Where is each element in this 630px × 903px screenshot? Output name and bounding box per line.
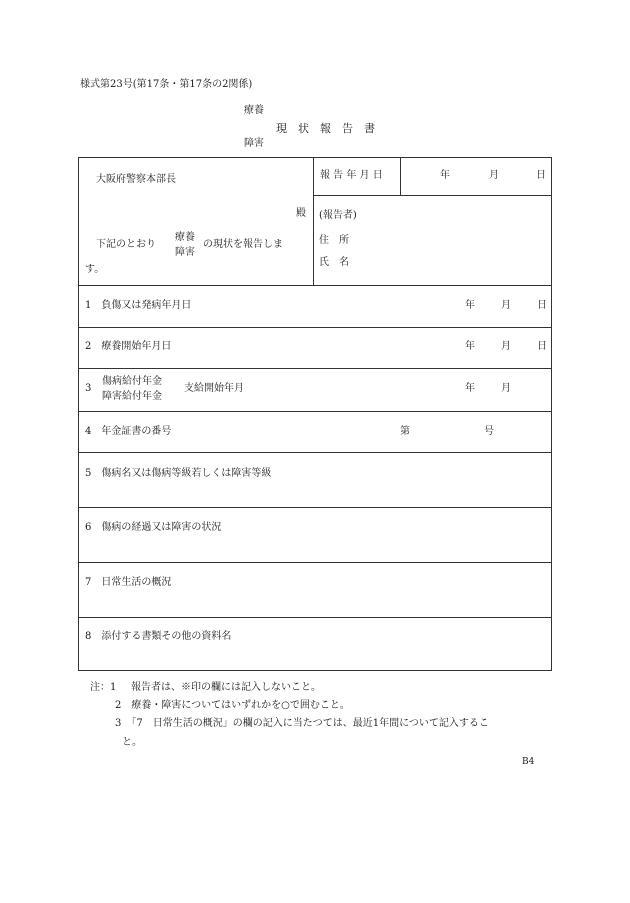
reporter-name-label: 氏 名: [319, 257, 349, 268]
note-3: 3 「7 日常生活の概況」の欄の記入に当たつては、最近1年間について記入するこ: [115, 718, 489, 729]
row-2-label: 2 療養開始年月日: [85, 341, 172, 352]
row-5-label: 5 傷病名又は傷病等級若しくは障害等級: [85, 468, 272, 479]
intro-text: 下記のとおり: [96, 239, 156, 250]
reporter-label: (報告者): [319, 210, 357, 221]
title-option-disability: 障害: [244, 138, 264, 149]
note-1: 報告者は、※印の欄には記入しないこと。: [131, 682, 321, 693]
report-date-month: 月: [489, 170, 499, 181]
form-number: 様式第23号(第17条・第17条の2関係): [80, 79, 253, 90]
row-6-label: 6 傷病の経過又は障害の状況: [85, 522, 222, 533]
document-title: 現 状 報 告 書: [276, 122, 375, 135]
row-2-month: 月: [501, 341, 511, 352]
row-7-label: 7 日常生活の概況: [85, 577, 172, 588]
intro-text-after: の現状を報告しま: [203, 239, 283, 250]
intro-option-treatment: 療養: [175, 232, 195, 243]
note-2: 2 療養・障害についてはいずれかを○で囲むこと。: [115, 700, 350, 711]
row-1-month: 月: [501, 300, 511, 311]
row-2-day: 日: [537, 341, 547, 352]
title-option-treatment: 療養: [244, 105, 264, 116]
row-3-option-disability-pension: 障害給付年金: [102, 391, 162, 402]
row-3-month: 月: [501, 383, 511, 394]
row-3-year: 年: [465, 383, 475, 394]
row-3-option-sickness-pension: 傷病給付年金: [102, 376, 162, 387]
intro-text-end: す。: [85, 264, 105, 275]
notes-prefix: 注：1: [90, 682, 117, 693]
row-3-number: 3: [85, 383, 92, 394]
report-date-year: 年: [440, 170, 450, 181]
row-1-year: 年: [465, 300, 475, 311]
report-date-day: 日: [536, 170, 546, 181]
row-8-label: 8 添付する書類その他の資料名: [85, 631, 232, 642]
note-3-continued: と。: [122, 737, 142, 748]
row-4-number-prefix: 第: [400, 426, 410, 437]
addressee: 大阪府警察本部長: [96, 174, 176, 185]
row-4-number-suffix: 号: [484, 426, 494, 437]
row-1-label: 1 負傷又は発病年月日: [85, 300, 192, 311]
paper-size: B4: [522, 757, 535, 767]
report-form-table: [78, 157, 552, 671]
report-date-label: 報 告 年 月 日: [320, 170, 383, 181]
intro-option-disability: 障害: [175, 247, 195, 258]
reporter-address-label: 住 所: [319, 235, 349, 246]
row-1-day: 日: [537, 300, 547, 311]
row-3-label: 支給開始年月: [184, 383, 244, 394]
row-2-year: 年: [465, 341, 475, 352]
row-4-label: 4 年金証書の番号: [85, 426, 172, 437]
honorific: 殿: [296, 208, 306, 219]
